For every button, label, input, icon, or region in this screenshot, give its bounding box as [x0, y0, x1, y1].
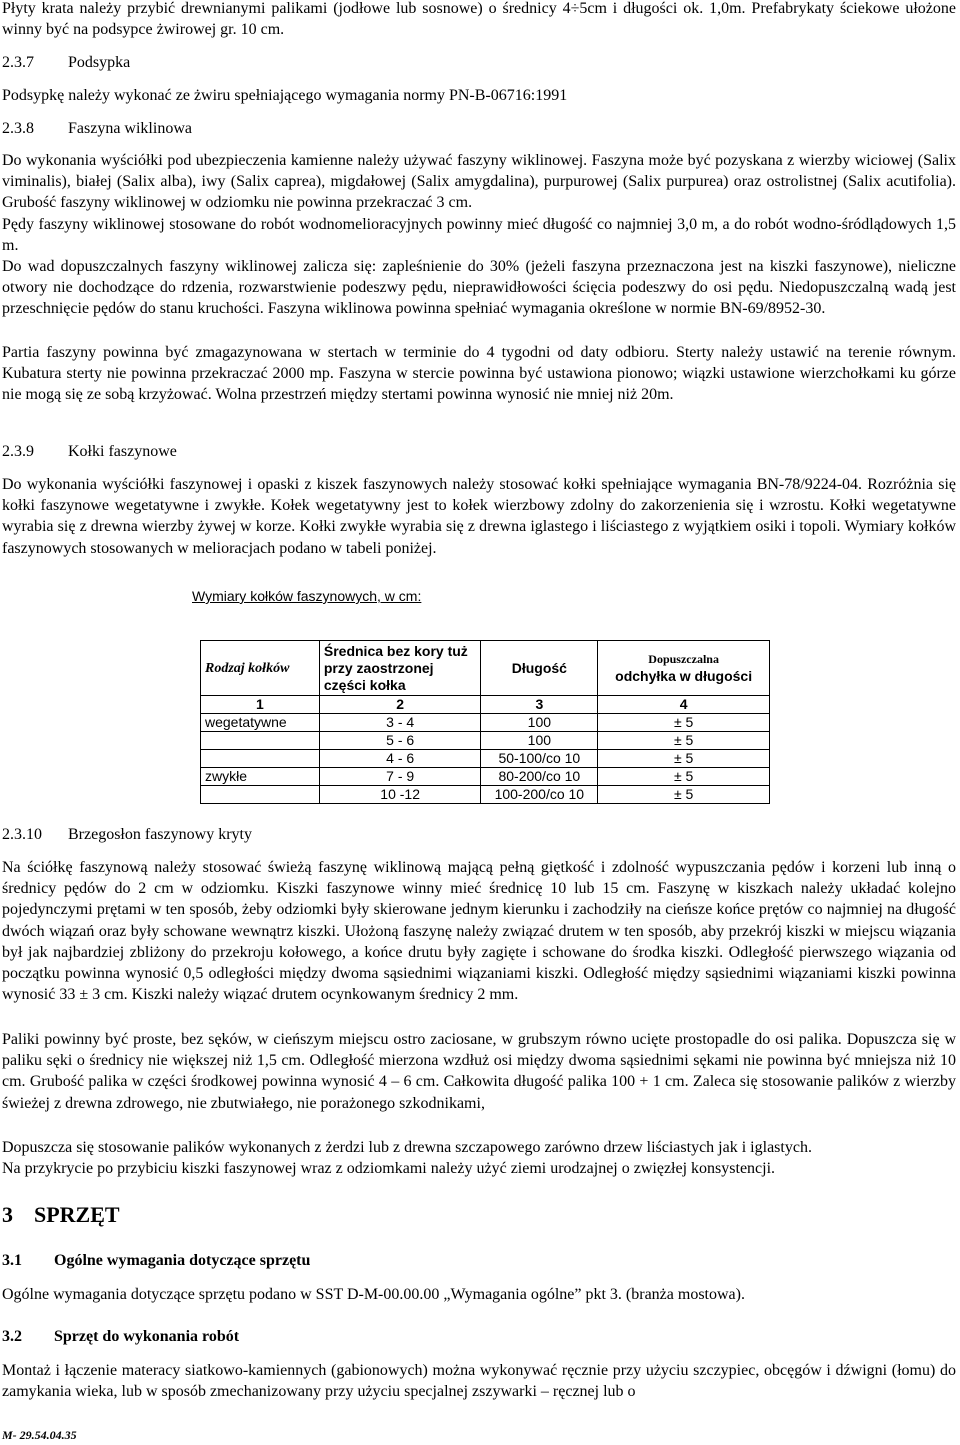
paragraph-3-2: Montaż i łączenie materacy siatkowo-kamiennych (gabionowych) można wykonywać ręcznie przy użyciu szczypiec, obcęgów i dźwigni (łomu) do zamykania wieka, lub w sposób zmechanizowany przy użyciu specjalnej zszywarki – ręcznej lub o [2, 1362, 956, 1401]
cell-type: wegetatywne [201, 714, 320, 732]
table-row [201, 732, 770, 750]
section-title: Brzegosłon faszynowy kryty [68, 826, 252, 843]
table-row [201, 714, 770, 732]
cell-tolerance: ± 5 [598, 732, 770, 750]
header-tolerance-small: Dopuszczalna [648, 652, 719, 666]
table-row [201, 786, 770, 804]
chapter-heading-3 [2, 1202, 120, 1228]
table-header-row [201, 641, 770, 696]
section-number: 2.3.7 [2, 54, 34, 71]
section-heading-2-3-9 [2, 441, 177, 462]
cell-diameter: 3 - 4 [319, 714, 481, 732]
table-index-row [201, 696, 770, 714]
chapter-title: SPRZĘT [34, 1202, 120, 1227]
paragraph-2-3-8-d: Partia faszyny powinna być zmagazynowana w stertach w terminie do 4 tygodni od daty odbioru. Sterty należy ustawić na terenie równym. Kubatura sterty nie powinna przekraczać 2000 mp. Faszyna w stercie powinna być ustawiona pionowo; wiązki ustawione wierzchołkami ku górze nie mogą się ze sobą krzyżować. Wolna przestrzeń między stertami powinna wynosić nie mniej niż 20m. [2, 344, 956, 404]
section-number: 2.3.9 [2, 443, 34, 460]
section-heading-2-3-10 [2, 824, 252, 845]
section-heading-3-1 [2, 1252, 310, 1270]
header-tolerance-big: odchyłka w długości [615, 668, 753, 684]
section-heading-3-2 [2, 1328, 239, 1346]
cell-tolerance: ± 5 [598, 750, 770, 768]
section-number: 2.3.8 [2, 120, 34, 137]
index-cell: 4 [598, 696, 770, 714]
cell-length: 100 [481, 732, 598, 750]
paragraph-intro: Płyty krata należy przybić drewnianymi palikami (jodłowe lub sosnowe) o średnicy 4÷5cm i długości ok. 1,0m. Prefabrykaty ściekowe ułożone winny być na podsypce żwirowej gr. 10 cm. [2, 0, 956, 39]
section-number: 2.3.10 [2, 826, 42, 843]
index-cell: 2 [319, 696, 481, 714]
paragraph-2-3-8-c: Do wad dopuszczalnych faszyny wiklinowej zalicza się: zapleśnienie do 30% (jeżeli faszyna przeznaczona jest na kiszki faszynowe), nieliczne otwory nie dochodzące do rdzenia, rozwarstwienie podeszwy pędu, nieprawidłowości ścięcia podeszwy do osi pędu. Niedopuszczalną wadą jest przeschnięcie pędów do stanu kruchości. Faszyna wiklinowa powinna spełniać wymagania określone w normie BN-69/8952-30. [2, 258, 956, 318]
index-cell: 3 [481, 696, 598, 714]
cell-diameter: 10 -12 [319, 786, 481, 804]
paragraph-2-3-10-b: Paliki powinny być proste, bez sęków, w cieńszym miejscu ostro zaciosane, w grubszym równo ucięte prostopadle do osi palika. Dopuszcza się w paliku sęki o średnicy nie większej niż 1,5 cm. Odległość mierzona wzdłuż osi między dwoma sąsiednimi sękami nie powinna być mniejsza niż 10 cm. Grubość palika w części środkowej powinna wynosić 4 – 6 cm. Całkowita długość palika 100 + 1 cm. Zaleca się stosowanie palików z wierzby świeżej z drewna zdrowego, nie zbutwiałego, nie porażonego szkodnikami, [2, 1031, 956, 1112]
table-row [201, 750, 770, 768]
section-number: 3.2 [2, 1328, 22, 1345]
table-title: Wymiary kołków faszynowych, w cm: [192, 588, 422, 604]
cell-type [201, 732, 320, 750]
cell-length: 80-200/co 10 [481, 768, 598, 786]
cell-diameter: 4 - 6 [319, 750, 481, 768]
cell-tolerance: ± 5 [598, 714, 770, 732]
paragraph-2-3-8-b: Pędy faszyny wiklinowej stosowane do robót wodnomelioracyjnych powinny mieć długość co najmniej 3,0 m, a do robót wodno-śródlądowych 1,5 m. [2, 216, 956, 255]
cell-type [201, 786, 320, 804]
cell-type [201, 750, 320, 768]
section-title: Ogólne wymagania dotyczące sprzętu [54, 1252, 311, 1269]
paragraph-3-1: Ogólne wymagania dotyczące sprzętu podano w SST D-M-00.00.00 „Wymagania ogólne” pkt 3. (branża mostowa). [2, 1286, 745, 1303]
cell-tolerance: ± 5 [598, 768, 770, 786]
section-title: Sprzęt do wykonania robót [54, 1328, 240, 1345]
section-title: Kołki faszynowe [68, 443, 177, 460]
section-heading-2-3-8 [2, 118, 192, 139]
paragraph-2-3-10-c: Dopuszcza się stosowanie palików wykonanych z żerdzi lub z drewna szczapowego zarówno drzew liściastych jak i iglastych. [2, 1139, 812, 1156]
table-row [201, 768, 770, 786]
header-type: Rodzaj kołków [201, 641, 320, 696]
header-diameter: Średnica bez kory tuż przy zaostrzonej części kołka [319, 641, 481, 696]
paragraph-2-3-7: Podsypkę należy wykonać ze żwiru spełniającego wymagania normy PN-B-06716:1991 [2, 87, 568, 104]
dimensions-table [200, 640, 770, 804]
index-cell: 1 [201, 696, 320, 714]
cell-length: 100 [481, 714, 598, 732]
page-footer: M- 29.54.04.35 [2, 1428, 77, 1442]
section-title: Podsypka [68, 54, 131, 71]
cell-length: 50-100/co 10 [481, 750, 598, 768]
cell-type: zwykłe [201, 768, 320, 786]
cell-tolerance: ± 5 [598, 786, 770, 804]
section-number: 3.1 [2, 1252, 22, 1269]
section-title: Faszyna wiklinowa [68, 120, 192, 137]
paragraph-2-3-8-a: Do wykonania wyściółki pod ubezpieczenia kamienne należy używać faszyny wiklinowej. Faszyna może być pozyskana z wierzby wiciowej (Salix viminalis), białej (Salix alba), iwy (Salix caprea), migdałowej (Salix amygdalina), purpurowej (Salix purpurea) oraz ostrolistnej (Salix acutifolia). Grubość faszyny wiklinowej w odziomku nie powinna przekraczać 3 cm. [2, 152, 956, 212]
cell-diameter: 7 - 9 [319, 768, 481, 786]
section-heading-2-3-7 [2, 52, 130, 73]
paragraph-2-3-10-d: Na przykrycie po przybiciu kiszki faszynowej wraz z odziomkami należy użyć ziemi urodzajnej o zwięzłej konsystencji. [2, 1160, 776, 1177]
header-length: Długość [481, 641, 598, 696]
cell-length: 100-200/co 10 [481, 786, 598, 804]
header-tolerance [598, 641, 770, 696]
chapter-number: 3 [2, 1202, 13, 1227]
paragraph-2-3-9: Do wykonania wyściółki faszynowej i opaski z kiszek faszynowych należy stosować kołki spełniające wymagania BN-78/9224-04. Rozróżnia się kołki faszynowe wegetatywne i zwykłe. Kołek wegetatywny jest to kołek wierzbowy zdolny do zakorzenienia się i wzrostu. Kołki wegetatywne wyrabia się z drewna wierzby żywej w korze. Kołki zwykłe wyrabia się z drewna iglastego i liściastego z wyjątkiem osiki i topoli. Wymiary kołków faszynowych stosowanych w melioracjach podano w tabeli poniżej. [2, 476, 956, 557]
cell-diameter: 5 - 6 [319, 732, 481, 750]
paragraph-2-3-10-a: Na ściółkę faszynową należy stosować świeżą faszynę wiklinową mającą pełną giętkość i zdolność wypuszczania pędów i korzeni lub inną o średnicy pędów do 2 cm w odziomku. Kiszki faszynowe winny mieć średnicę 10 lub 15 cm. Faszynę w kiszkach należy układać kolejno pojedynczymi prętami w ten sposób, żeby odziomki były skierowane jednym kierunku i zachodziły na cieńsze końce prętów co najmniej na długość dwóch wiązań oraz były schowane wewnątrz kiszki. Ułożoną faszynę należy związać drutem w ten sposób, aby przekrój kiszki w miejscu wiązania był jak najbardziej zbliżony do przekroju kołowego, a końce drutu były zagięte i schowane do środka kiszki. Odległość pierwszego wiązania od początku powinna wynosić 0,5 odległości między dwoma sąsiednimi wiązaniami kiszki. Odległość między sąsiednimi wiązaniami kiszki powinna wynosić 33 ± 3 cm. Kiszki należy wiązać drutem ocynkowanym średnicy 2 mm. [2, 859, 956, 1004]
